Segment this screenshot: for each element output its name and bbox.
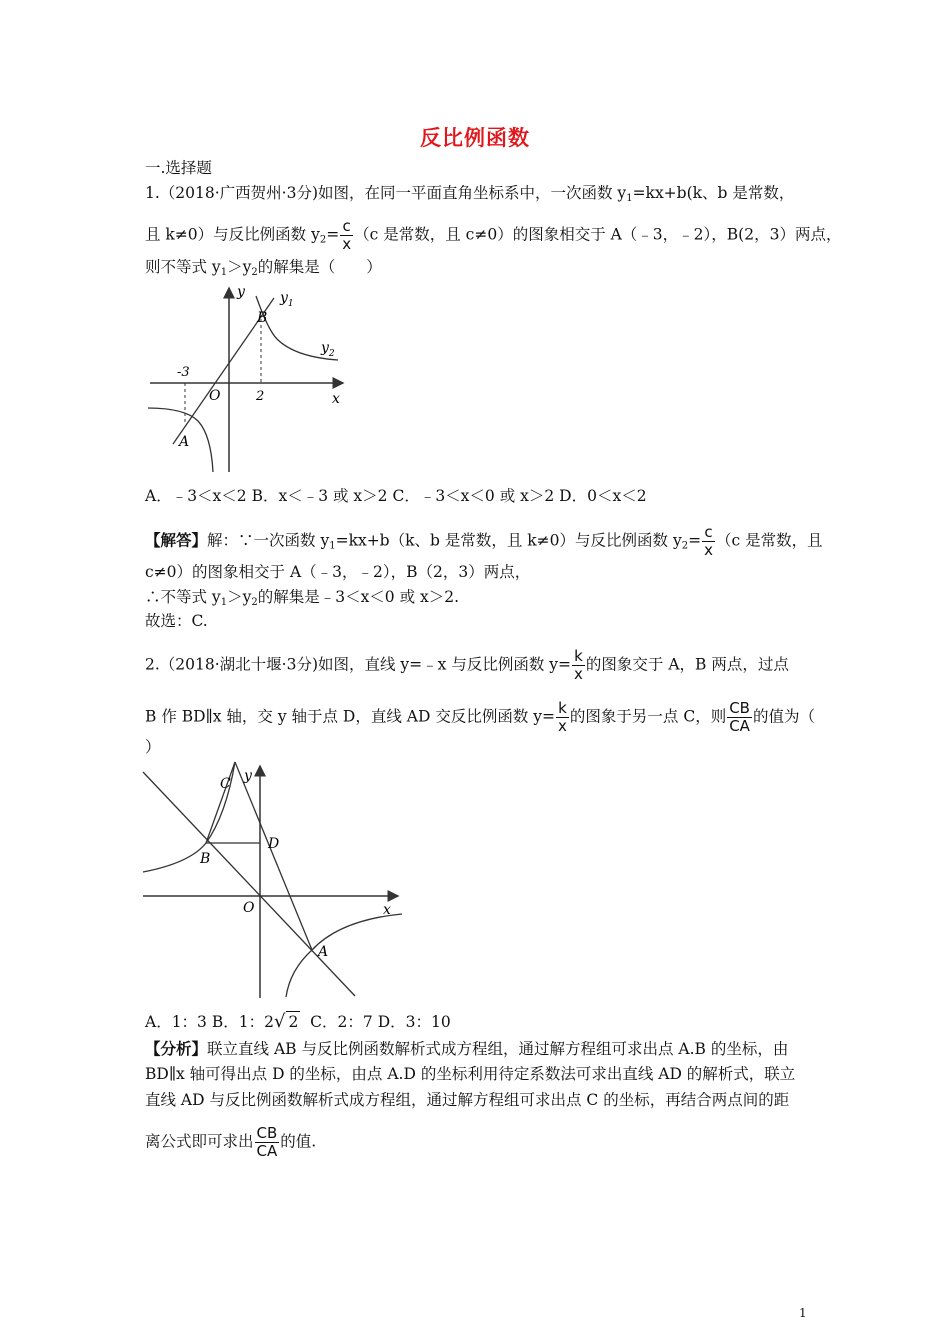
label-y: y [244,768,252,784]
label-two: 2 [256,389,265,404]
label-B: B [200,851,211,867]
q1-line-3: 则不等式 $y_1>y_2$的解集是（ ） [145,258,382,278]
label-O: O [209,388,221,404]
q2-line-2: B 作 BD∥x 轴，交 y 轴于点 D，直线 AD 交反比例函数 y= $\frac{k}{x}$ 的图象于另一点 C，则 $\frac{CB}{CA}$ 的值为（ [145,699,815,735]
label-C: C [220,776,231,792]
line-AD [235,762,312,950]
page-number: 1 [799,1306,807,1320]
q1-graph [143,282,358,477]
label-y2: $y_2$ [321,340,335,359]
a2-line-3: 直线 AD 与反比例函数解析式成方程组，通过解方程组可求出点 C 的坐标，再结合两点间的距 [145,1091,790,1109]
label-A: A [318,944,329,960]
a1-line-4: 故选：C. [145,612,208,630]
label-A: A [179,434,190,450]
label-D: D [268,836,280,852]
q2-line-3: ） [145,738,161,756]
q2-options: A．1：3 B．1：2√ 2 C．2：7 D．3：10 [145,1011,451,1032]
a2-line-1: 【分析】联立直线 AB 与反比例函数解析式成方程组，通过解方程组可求出点 A.B 的坐标，由 [145,1039,789,1058]
label-x: x [332,391,340,407]
fraction-c-over-x: $\frac{c}{x}$ [342,217,352,253]
q1-line-2: 且 k≠0）与反比例函数 $y_2=$ $\frac{c}{x}$ （c 是常数，且 c≠0）的图象相交于 A（﹣3，﹣2），B(2，3）两点， [145,217,842,253]
label-O: O [243,900,255,916]
label-y: y [237,284,245,300]
section-heading: 一.选择题 [145,159,212,177]
page-title: 反比例函数 [420,125,530,150]
label-neg3: -3 [177,365,190,380]
a1-line-2: c≠0）的图象相交于 A（﹣3，﹣2），B（2，3）两点， [145,563,531,581]
label-x: x [383,902,391,918]
a1-line-1: 【解答】解：∵一次函数 $y_1=kx+b(k$、b 是常数，且 k≠0）与反比例函数 $y_2=$ $\frac{c}{x}$ （c 是常数，且 [145,523,823,559]
a2-line-4: 离公式即可求出 $\frac{CB}{CA}$ 的值. [145,1124,317,1160]
q2-line-1: 2.（2018·湖北十堰·3分)如图，直线 y=﹣x 与反比例函数 y= $\frac{k}{x}$ 的图象交于 A，B 两点，过点 [145,647,789,683]
segment-BC [206,762,235,843]
q2-graph [140,760,410,1000]
a1-line-3: ∴不等式 $y_1>y_2$的解集是﹣3＜x＜0 或 x＞2. [145,588,460,608]
a2-line-2: BD∥x 轴可得出点 D 的坐标，由点 A.D 的坐标利用待定系数法可求出直线 AD 的解析式，联立 [145,1065,796,1083]
line-y-neg-x [143,772,355,996]
label-y1: $y_1$ [280,290,294,309]
q1-options: A．﹣3＜x＜2 B．x＜﹣3 或 x＞2 C．﹣3＜x＜0 或 x＞2 D．0＜x＜2 [145,487,647,505]
label-B: B [257,310,268,326]
q1-line-1: 1.（2018·广西贺州·3分)如图，在同一平面直角坐标系中，一次函数 $y_1=kx+b(k$、b 是常数， [145,184,795,204]
